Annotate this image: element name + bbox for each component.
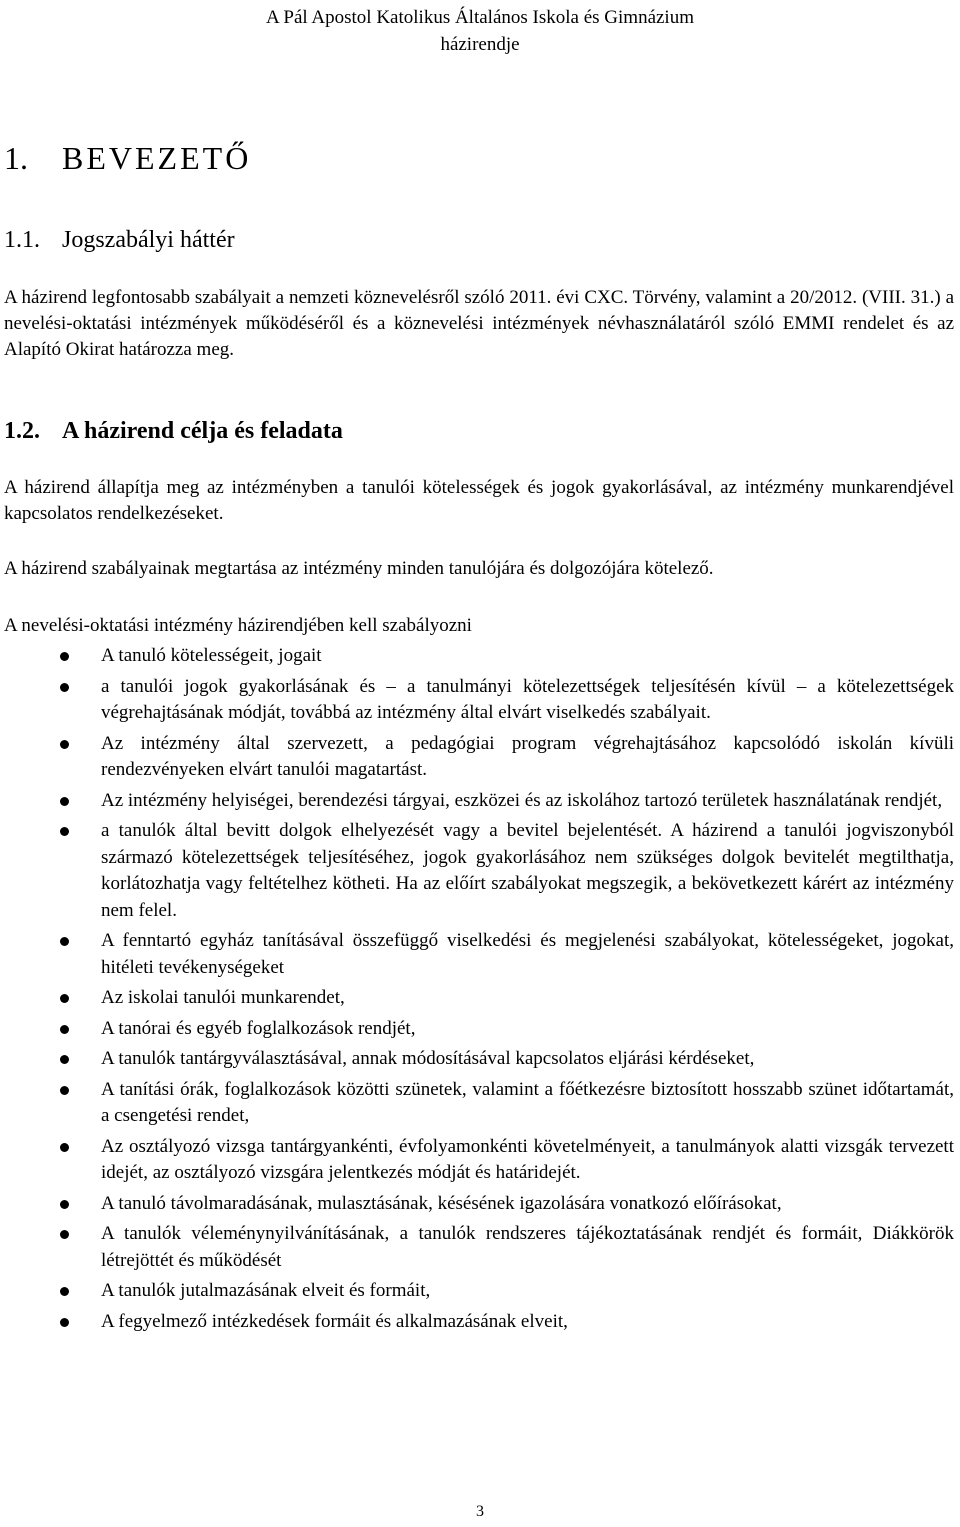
list-item: Az intézmény által szervezett, a pedagógiai program végrehajtásához kapcsolódó iskolán kívüli rendezvényeken elvárt tanulói magatartást. — [0, 731, 954, 784]
heading-number: 1.1. — [4, 227, 40, 253]
heading-number: 1. — [4, 140, 28, 176]
paragraph-purpose: A házirend állapítja meg az intézményben a tanulói kötelességek és jogok gyakorlásával, az intézmény munkarendjével kapcsolatos rendelkezéseket. — [4, 477, 954, 524]
heading-section-1 — [4, 140, 251, 177]
list-item: a tanulók által bevitt dolgok elhelyezését vagy a bevitel bejelentését. A házirend a tanulói jogviszonyból származó kötelezettségek teljesítéséhez, jogok gyakorlásához nem szükséges dolgok bevitelét megtilthatja, korlátozhatja vagy feltételhez kötheti. Ha az előírt szabályokat megszegik, a bekövetkezett kárért az intézmény nem felel. — [0, 818, 954, 924]
list-item: A tanórai és egyéb foglalkozások rendjét, — [0, 1016, 954, 1043]
heading-section-1-2 — [4, 418, 343, 445]
page-number: 3 — [476, 1503, 484, 1520]
list-item: Az iskolai tanulói munkarendet, — [0, 985, 954, 1012]
list-item: A tanulók tantárgyválasztásával, annak módosításával kapcsolatos eljárási kérdéseket, — [0, 1046, 954, 1073]
list-item: Az osztályozó vizsga tantárgyankénti, évfolyamonkénti követelményeit, a tanulmányok alatti vizsgák tervezett idejét, az osztályozó vizsgára jelentkezés módját és határidejét. — [0, 1134, 954, 1187]
paragraph-list-intro: A nevelési-oktatási intézmény házirendjében kell szabályozni — [4, 615, 472, 636]
list-item: A fegyelmező intézkedések formáit és alkalmazásának elveit, — [0, 1309, 954, 1336]
paragraph-legal-background: A házirend legfontosabb szabályait a nemzeti köznevelésről szóló 2011. évi CXC. Törvény, valamint a 20/2012. (VIII. 31.) a nevelési-oktatási intézmények működéséről és a köznevelési intézmények névhasználatáról szóló EMMI rendelet és az Alapító Okirat határozza meg. — [4, 287, 954, 360]
page-header — [0, 4, 960, 58]
heading-section-1-1 — [4, 227, 235, 254]
list-item: A tanuló távolmaradásának, mulasztásának, késésének igazolására vonatkozó előírásokat, — [0, 1191, 954, 1218]
list-item: a tanulói jogok gyakorlásának és – a tanulmányi kötelezettségek teljesítésén kívül – a kötelezettségek végrehajtásának módját, továbbá az intézmény által elvárt viselkedés szabályait. — [0, 674, 954, 727]
header-document-name: házirendje — [440, 34, 520, 55]
list-item: A tanuló kötelességeit, jogait — [0, 643, 954, 670]
heading-title: A házirend célja és feladata — [62, 418, 343, 444]
list-item: A tanítási órák, foglalkozások közötti szünetek, valamint a főétkezésre biztosított hosszabb szünet időtartamát, a csengetési rendet, — [0, 1077, 954, 1130]
heading-title: Jogszabályi háttér — [62, 227, 235, 253]
regulation-list — [0, 643, 954, 1339]
paragraph-obligation: A házirend szabályainak megtartása az intézmény minden tanulójára és dolgozójára kötelező. — [4, 558, 714, 579]
list-item: A tanulók véleménynyilvánításának, a tanulók rendszeres tájékoztatásának rendjét és formáit, Diákkörök létrejöttét és működését — [0, 1221, 954, 1274]
list-item: A fenntartó egyház tanításával összefüggő viselkedési és megjelenési szabályokat, kötelességeket, jogokat, hitéleti tevékenységeket — [0, 928, 954, 981]
heading-title: BEVEZETŐ — [62, 140, 252, 176]
list-item: A tanulók jutalmazásának elveit és formáit, — [0, 1278, 954, 1305]
header-school-name: A Pál Apostol Katolikus Általános Iskola és Gimnázium — [266, 7, 694, 28]
heading-number: 1.2. — [4, 418, 40, 444]
list-item: Az intézmény helyiségei, berendezési tárgyai, eszközei és az iskolához tartozó területek használatának rendjét, — [0, 788, 954, 815]
